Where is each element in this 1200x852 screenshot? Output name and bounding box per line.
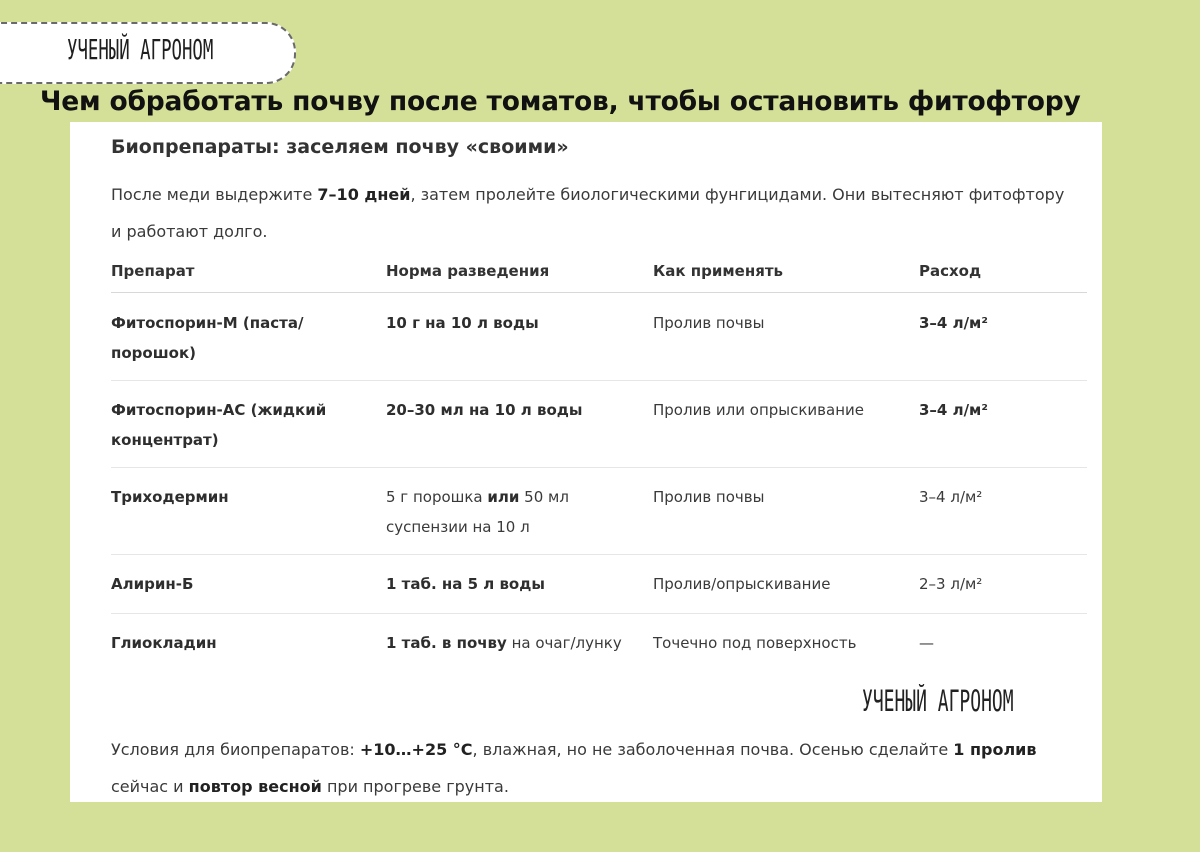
table-cell-dose: [386, 395, 626, 425]
table-cell-method: Точечно под поверхность: [653, 634, 857, 652]
table-header-divider: [111, 292, 1087, 293]
table-row-divider: [111, 554, 1087, 555]
table-cell-rate: 3–4 л/м²: [919, 314, 988, 332]
footer-bold-count: 1 пролив: [953, 740, 1037, 759]
table-cell-preparation: Глиокладин: [111, 634, 217, 652]
dose-segment: 10 г на 10 л воды: [386, 314, 539, 332]
footer-bold-spring: повтор весной: [188, 777, 322, 796]
intro-bold: 7–10 дней: [317, 185, 411, 204]
table-header-preparation: Препарат: [111, 262, 195, 280]
footer-bold-temp: +10…+25 °C: [359, 740, 473, 759]
footer-text-1: Условия для биопрепаратов:: [111, 740, 360, 759]
table-cell-preparation: Алирин-Б: [111, 575, 194, 593]
table-header-dose: Норма разведения: [386, 262, 550, 280]
intro-paragraph: [111, 176, 1071, 250]
table-cell-method: Пролив почвы: [653, 488, 765, 506]
footer-text-2: , влажная, но не заболоченная почва. Осенью сделайте: [472, 740, 954, 759]
table-cell-method: Пролив/опрыскивание: [653, 575, 831, 593]
content-card: [70, 122, 1102, 802]
section-title: Биопрепараты: заселяем почву «своими»: [111, 136, 569, 158]
dose-segment: на очаг/лунку: [506, 634, 622, 652]
table-cell-preparation: Триходермин: [111, 488, 229, 506]
intro-text-1: После меди выдержите: [111, 185, 318, 204]
table-cell-method: Пролив почвы: [653, 314, 765, 332]
footer-text-4: при прогреве грунта.: [321, 777, 509, 796]
dose-segment: 20–30 мл на 10 л воды: [386, 401, 583, 419]
brand-logo-text: УЧЕНЫЙ АГРОНОМ: [67, 33, 214, 66]
table-cell-dose: [386, 569, 626, 599]
table-cell-dose: [386, 482, 626, 542]
footer-paragraph: [111, 731, 1071, 805]
table-cell-dose: [386, 628, 626, 658]
watermark-logo: УЧЕНЫЙ АГРОНОМ: [862, 684, 1014, 718]
table-cell-dose: [386, 308, 626, 338]
dose-segment: 1 таб. на 5 л воды: [386, 575, 545, 593]
table-cell-method: Пролив или опрыскивание: [653, 401, 864, 419]
intro-text-2: , затем пролейте биологическими фунгицидами. Они вытесняют фитофтору и работают долго.: [111, 185, 1065, 241]
dose-segment: 1 таб. в почву: [386, 634, 507, 652]
table-cell-preparation: Фитоспорин-АС (жидкий концентрат): [111, 401, 327, 449]
table-row-divider: [111, 380, 1087, 381]
table-row-divider: [111, 467, 1087, 468]
table-header-rate: Расход: [919, 262, 982, 280]
table-cell-rate: —: [919, 634, 934, 652]
table-cell-rate: 3–4 л/м²: [919, 488, 983, 506]
footer-text-3: сейчас и: [111, 777, 189, 796]
table-row-divider: [111, 613, 1087, 614]
dose-segment: 50 мл суспензии на 10 л: [386, 488, 569, 536]
table-cell-rate: 3–4 л/м²: [919, 401, 988, 419]
dose-segment: или: [487, 488, 520, 506]
table-header-method: Как применять: [653, 262, 784, 280]
table-cell-preparation: Фитоспорин-М (паста/порошок): [111, 314, 304, 362]
dose-segment: 5 г порошка: [386, 488, 488, 506]
table-cell-rate: 2–3 л/м²: [919, 575, 983, 593]
page-headline: Чем обработать почву после томатов, чтобы остановить фитофтору: [40, 86, 1081, 117]
